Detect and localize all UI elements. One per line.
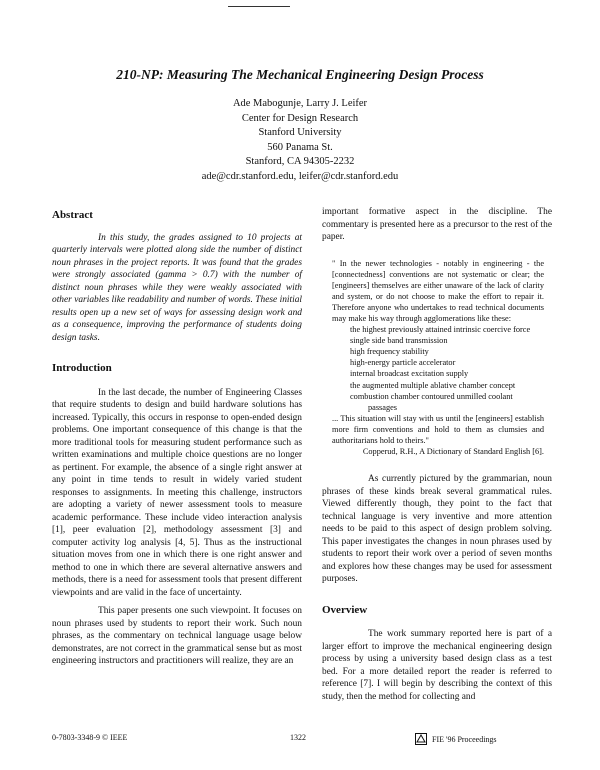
quote-list bbox=[350, 324, 544, 413]
introduction-paragraph-1: In the last decade, the number of Engineering Classes that require students to design and build hardware solutions has increased. Typically, this occurs in response to open-ended design problems. One important consequence of this change is that the more traditional tools for measuring student performance such as written examinations and multiple choice questions are no longer as pertinent. For example, the absence of a single right answer at any point in time tends to result in widely varied student responses to assignments. In meeting this challenge, instructors are adopting a variety of newer assessment tools to measure academic performance. These include video interaction analysis [1], peer evaluation [2], methodology assessment [3] and computer activity log analysis [4, 5]. Thus as the instructional situation moves from one in which there is one right answer and method to one in which there are several alternative answers and methods, there is a need for assessment tools that present different viewpoints and are valid in the face of uncertainty. bbox=[52, 387, 302, 598]
quote-list-item: internal broadcast excitation supply bbox=[350, 369, 469, 379]
quote-list-item: the highest previously attained intrinsic coercive force bbox=[350, 325, 531, 335]
quote-list-item: passages bbox=[368, 402, 398, 412]
footer-proceedings bbox=[415, 733, 497, 745]
block-quote bbox=[332, 258, 544, 458]
footer-page-number: 1322 bbox=[290, 733, 306, 742]
introduction-heading: Introduction bbox=[52, 362, 112, 374]
introduction-paragraph-2: This paper presents one such viewpoint. It focuses on noun phrases used by students to report their work. Such noun phrases, as the commentary on technical language usage below demonstrates, are not correct in the grammatical sense but as most engineering instructors and practitioners will realize, they are an bbox=[52, 606, 302, 666]
quote-list-item: high-energy particle accelerator bbox=[350, 358, 456, 368]
overview-heading: Overview bbox=[322, 603, 368, 616]
top-rule bbox=[228, 6, 290, 7]
grammar-paragraph: As currently pictured by the grammarian, noun phrases of these kinds break several grammatical rules. Viewed differently though, they point to the fact that technical language is very inventive and more attention needs to be paid to this aspect of design problem solving. This paper investigates the changes in noun phrases used by students to report their work over a period of seven months and explores how these changes may be used for assessment purposes. bbox=[322, 474, 552, 585]
proceedings-label: FIE '96 Proceedings bbox=[432, 734, 497, 744]
author-names: Ade Mabogunje, Larry J. Leifer bbox=[232, 98, 368, 109]
quote-list-item: the augmented multiple ablative chamber concept bbox=[350, 380, 516, 390]
quote-intro: " In the newer technologies - notably in engineering - the [connectedness] conventions are not systematic or clear; the [engineers] themselves are either unaware of the lack of clarity and system, or do not choose to make the effort to repair it. Therefore anyone who undertakes to read technical documents may make his way through agglomerations like these: bbox=[332, 258, 544, 323]
quote-citation: Copperud, R.H., A Dictionary of Standard English [6]. bbox=[362, 447, 544, 457]
city-address: Stanford, CA 94305-2232 bbox=[245, 156, 355, 168]
quote-outro: ... This situation will stay with us until the [engineers] establish more firm conventions and hold to them as clumsies and authoritarians hold to theirs." bbox=[332, 413, 544, 445]
affiliation: Center for Design Research bbox=[241, 112, 359, 124]
footer-isbn: 0-7803-3348-9 © IEEE bbox=[52, 733, 128, 742]
street-address: 560 Panama St. bbox=[267, 141, 333, 153]
abstract-heading: Abstract bbox=[52, 209, 93, 221]
author-block bbox=[0, 97, 600, 185]
abstract-text: In this study, the grades assigned to 10 projects at quarterly intervals were plotted along side the number of distinct noun phrases in the project reports. It was found that the grades were strongly associated (gamma > 0.7) with the number of distinct noun phrases while they were weakly associated with other variables like readability and number of words. These initial results open up a new set of ways for assessing design work and as a consequence, improving the performance of students doing design tasks. bbox=[52, 232, 302, 343]
right-column bbox=[322, 206, 552, 703]
paper-title: 210-NP: Measuring The Mechanical Engineering Design Process bbox=[116, 67, 484, 82]
continuation-paragraph: important formative aspect in the discipline. The commentary is presented here as a precursor to the rest of the paper. bbox=[322, 207, 552, 242]
left-column bbox=[52, 206, 302, 668]
quote-list-item: single side band transmission bbox=[350, 336, 448, 346]
author-emails: ade@cdr.stanford.edu, leifer@cdr.stanford.edu bbox=[201, 170, 399, 182]
quote-list-item: combustion chamber contoured unmilled coolant bbox=[350, 391, 513, 401]
university: Stanford University bbox=[258, 127, 342, 139]
overview-paragraph: The work summary reported here is part of a larger effort to improve the mechanical engineering design process by using a university based design class as a test bed. For a more detailed report the reader is referred to reference [7]. I will begin by describing the context of this study, then the method for collecting and bbox=[322, 629, 552, 702]
quote-list-item: high frequency stability bbox=[350, 347, 429, 357]
conference-logo-icon bbox=[415, 733, 427, 745]
